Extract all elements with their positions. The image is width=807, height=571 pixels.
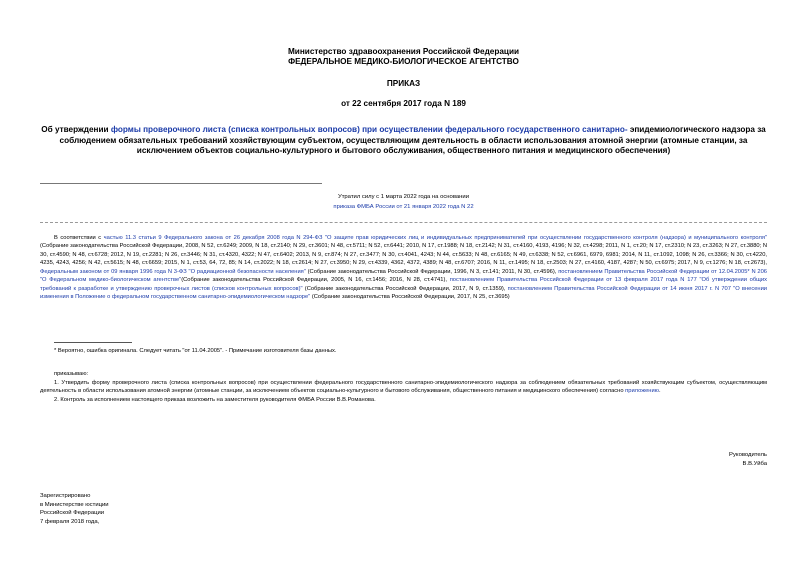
order-point-1 (40, 379, 767, 396)
document-type: ПРИКАЗ (386, 79, 421, 88)
order-points (40, 379, 767, 404)
agency-name: ФЕДЕРАЛЬНОЕ МЕДИКО-БИОЛОГИЧЕСКОЕ АГЕНТСТВО (288, 57, 519, 66)
signature-block (729, 451, 767, 468)
signature-role: Руководитель (729, 452, 767, 458)
registration-line-4: 7 февраля 2018 года, (40, 518, 100, 525)
resolution-177-link[interactable]: постановлением Правительства Российской Федерации от 13 февраля 2017 года N 177 "Об утверждении общих требований к разработке и утверждению проверочных листов (списков контрольных вопросов)" (40, 277, 767, 292)
footnote: * Вероятно, ошибка оригинала. Следует читать "от 11.04.2005". - Примечание изготовителя базы данных. (54, 348, 337, 354)
registration-line-2: в Министерстве юстиции (40, 501, 109, 508)
resolution-707-link[interactable]: постановлением Правительства Российской Федерации от 14 июня 2017 г. N 707 "О внесении изменения в Положение о федеральном государственном санитарно-эпидемиологическом надзоре" (40, 285, 768, 301)
status-dashed-line (40, 222, 767, 223)
law-294-link[interactable]: частью 11.3 статьи 9 Федерального закона от 26 декабря 2008 года N 294-ФЗ "О защите прав юридических лиц и индивидуальных предпринимателей при осуществлении государственного контроля (надзора) и муниципального контроля" (103, 235, 767, 241)
repeal-order-link[interactable]: приказа ФМБА России от 21 января 2022 года N 22 (333, 203, 474, 210)
footnote-separator (54, 342, 132, 343)
preamble-text: (Собрание законодательства Российской Федерации, 2017, N 25, ст.3695) (310, 294, 510, 301)
signature-name: В.В.Уйба (742, 460, 767, 467)
title-prefix: Об утверждении (41, 125, 111, 134)
order-point-1-end: . (658, 388, 661, 395)
title-rest: эпидемиологического надзора за соблюдением обязательных требований хозяйствующим субъектом, осуществляющим деятельность в области использования атомной энергии (атомные станции, за исключением объектов социально-культурного и бытового обслуживания, общественного питания и медицинского обеспечения) (59, 125, 766, 156)
registration-line-1: Зарегистрировано (40, 493, 91, 499)
order-point-1-text: 1. Утвердить форму проверочного листа (списка контрольных вопросов) при осуществлении федерального государственного санитарно-эпидемиологического надзора за соблюдением обязательных требований хозяйствующим субъектом, осуществляющим деятельность в области использования атомной энергии (атомные станции, за исключением объектов социально-культурного и бытового обслуживания, общественного питания и медицинского обеспечения) согласно (40, 380, 767, 395)
separator-line (40, 183, 322, 184)
resolution-206-link[interactable]: постановлением Правительства Российской Федерации от 12.04.2005* N 206 "О Федеральном медико-биологическом агентстве" (40, 268, 768, 284)
ministry-name: Министерство здравоохранения Российской Федерации (287, 47, 520, 56)
preamble-text: (Собрание законодательства Российской Федерации, 2008, N 52, ст.6249; 2009, N 18, ст.2140; N 29, ст.3601; N 48, ст.5711; N 52, ст.6441; 2010, N 17, ст.1988; N 18, ст.2142; N 31, ст.4160, 4193, 4196; N 32, ст.4298; 2011, N 1, ст.20; N 17, ст.2310; N 23, ст.3263; N 27, ст.3880; N 30, ст.4590; N 48, ст.6728; 2012, N 19, ст.2281; N 26, ст.3446; N 31, ст.4320, 4322; N 47, ст.6402; 2013, N 9, ст.874; N 27, ст.3477; N 30, ст.4041, 4243; N 44, ст.5633; N 48, ст.6165; N 49, ст.6338; N 52, ст.6961, 6979, 6981; 2014, N 11, ст.1092, 1098; N 26, ст.3366; N 30, ст.4220, 4235, 4243, 4256; N 42, ст.5615; N 48, ст.6659; 2015, N 1, ст.53, 64, 72, 85; N 14, ст.2022; N 18, ст.2614; N 27, ст.3950; N 29, ст.4339, 4362, 4372, 4389; N 48, ст.6707; 2016, N 11, ст.1495; N 18, ст.2503; N 27, ст.4160, 4187, 4287; N 50, ст.6975; 2017, N 9, ст.1276; N 18, ст.2673), (40, 243, 767, 267)
law-3-fz-link[interactable]: Федеральным законом от 09 января 1996 года N 3-ФЗ "О радиационной безопасности населения" (40, 268, 306, 275)
document-title (40, 125, 767, 157)
preamble-text: (Собрание законодательства Российской Федерации, 2005, N 16, ст.1456; 2016, N 28, ст.4741), (181, 277, 450, 284)
preamble-text: (Собрание законодательства Российской Федерации, 1996, N 3, ст.141; 2011, N 30, ст.4596), (305, 268, 559, 275)
title-form-link[interactable]: формы проверочного листа (списка контрольных вопросов) при осуществлении федерального государственного санитарно- (110, 125, 628, 134)
registration-block (40, 492, 109, 526)
order-intro: приказываю: (54, 371, 89, 377)
preamble-text: В соответствии с (54, 235, 104, 241)
document-date-number: от 22 сентября 2017 года N 189 (341, 99, 466, 108)
preamble (40, 234, 767, 302)
status-line-1: Утратил силу с 1 марта 2022 года на основании (337, 194, 470, 200)
registration-line-3: Российской Федерации (40, 510, 105, 517)
order-point-2: 2. Контроль за исполнением настоящего приказа возложить на заместителя руководителя ФМБА России В.В.Романова. (54, 396, 376, 403)
preamble-text: (Собрание законодательства Российской Федерации, 2017, N 9, ст.1359), (302, 285, 508, 292)
status-note (0, 193, 807, 212)
appendix-link[interactable]: приложению (625, 388, 659, 395)
